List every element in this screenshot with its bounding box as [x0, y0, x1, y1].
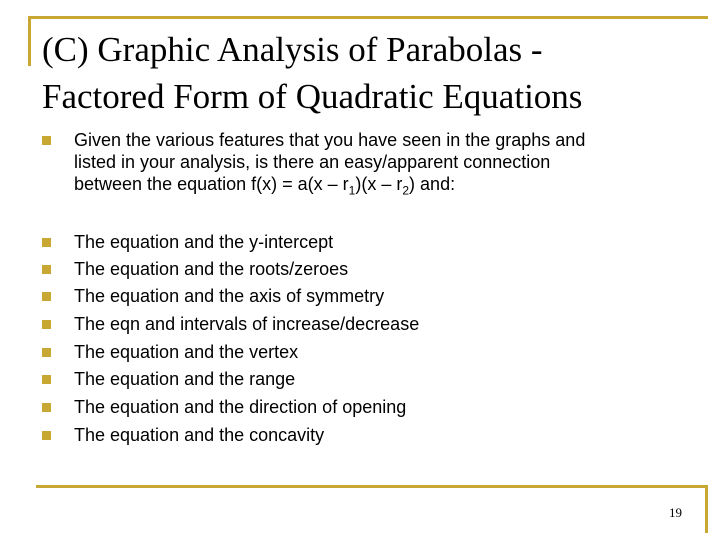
intro-paragraph	[74, 129, 586, 198]
intro-line-3-b: )(x – r	[355, 174, 403, 194]
bullet-item-2: The equation and the roots/zeroes	[74, 259, 349, 279]
intro-line-3	[74, 173, 585, 198]
subscript-2: 2	[402, 183, 410, 198]
intro-line-3-c: ) and:	[409, 174, 456, 194]
bullet-item-4: The eqn and intervals of increase/decrease	[74, 314, 420, 334]
title-line-1: (C) Graphic Analysis of Parabolas -	[42, 30, 543, 69]
subscript-1: 1	[348, 183, 356, 198]
bullet-marker-4	[42, 320, 51, 329]
page-number: 19	[669, 505, 682, 520]
bullet-marker-6	[42, 375, 51, 384]
bullet-item-1: The equation and the y-intercept	[74, 232, 334, 252]
bullet-marker-1	[42, 238, 51, 247]
intro-line-3-a: between the equation f(x) = a(x – r	[74, 174, 349, 194]
bullet-marker-5	[42, 348, 51, 357]
bullet-marker-2	[42, 265, 51, 274]
intro-line-1: Given the various features that you have seen in the graphs and	[74, 130, 586, 150]
intro-bullet-marker	[42, 136, 51, 145]
left-rule	[28, 16, 31, 66]
slide-title	[42, 26, 682, 120]
bottom-rule	[36, 485, 708, 488]
bullet-marker-7	[42, 403, 51, 412]
right-rule	[705, 485, 708, 533]
bullet-item-6: The equation and the range	[74, 369, 296, 389]
title-line-2: Factored Form of Quadratic Equations	[42, 77, 583, 116]
bullet-marker-3	[42, 292, 51, 301]
bullet-item-3: The equation and the axis of symmetry	[74, 286, 385, 306]
bullet-item-8: The equation and the concavity	[74, 425, 325, 445]
bullet-marker-8	[42, 431, 51, 440]
bullet-item-5: The equation and the vertex	[74, 342, 299, 362]
top-rule	[28, 16, 708, 19]
intro-line-2: listed in your analysis, is there an easy/apparent connection	[74, 152, 551, 172]
bullet-item-7: The equation and the direction of opening	[74, 397, 407, 417]
